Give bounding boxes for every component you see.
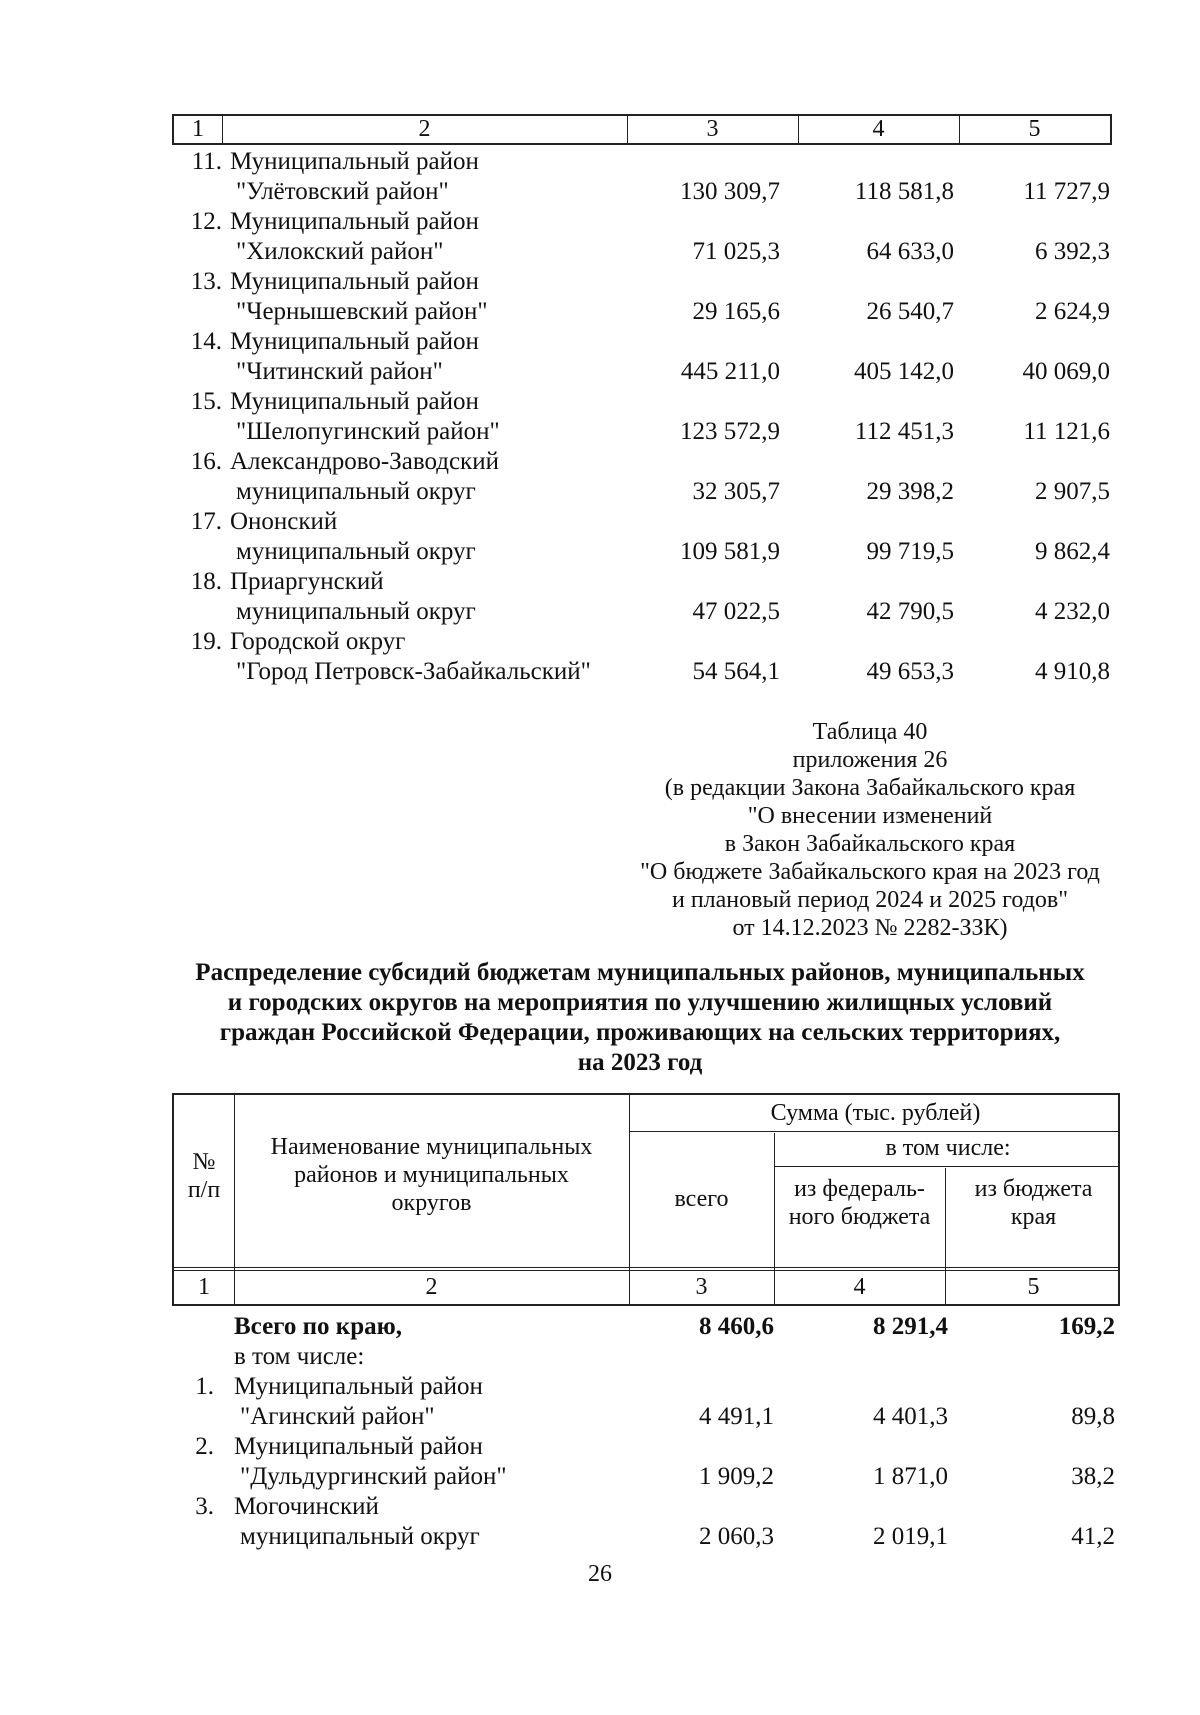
row-total: 29 165,6 <box>692 298 780 325</box>
caption-line: от 14.12.2023 № 2282-ЗЗК) <box>732 915 1008 941</box>
row-federal: 29 398,2 <box>866 478 954 505</box>
header-incl: в том числе: <box>885 1135 1011 1161</box>
col-num-3: 3 <box>706 116 719 142</box>
col-num-2: 2 <box>418 116 431 142</box>
page-number: 26 <box>588 1561 612 1587</box>
bottom-table-header <box>172 1093 1120 1306</box>
row-name: Муниципальный район <box>230 268 479 295</box>
row-regional: 41,2 <box>1071 1523 1115 1550</box>
table-row <box>0 387 1200 447</box>
row-name: Муниципальный район <box>230 388 479 415</box>
summary-label: Всего по краю, <box>234 1313 402 1340</box>
table-row <box>0 1492 1200 1552</box>
col-num-5: 5 <box>1027 1274 1040 1300</box>
col-num-1: 1 <box>192 116 204 142</box>
header-regional: из бюджета <box>974 1176 1093 1202</box>
row-total: 47 022,5 <box>692 598 780 625</box>
row-regional: 9 862,4 <box>1035 538 1110 565</box>
row-name: Муниципальный район <box>234 1433 483 1460</box>
row-name-cont: муниципальный округ <box>240 1523 480 1550</box>
row-total: 2 060,3 <box>699 1523 774 1550</box>
summary-total: 8 460,6 <box>699 1313 774 1340</box>
summary-incl: в том числе: <box>234 1343 365 1370</box>
row-number: 2. <box>195 1433 214 1460</box>
row-name-cont: "Агинский район" <box>240 1403 435 1430</box>
row-number: 11. <box>191 148 222 175</box>
row-number: 3. <box>195 1493 214 1520</box>
row-name-cont: "Улётовский район" <box>236 178 449 205</box>
row-total: 71 025,3 <box>692 238 780 265</box>
header-federal-cont: ного бюджета <box>788 1204 931 1230</box>
row-name: Муниципальный район <box>230 208 479 235</box>
row-name-cont: "Город Петровск-Забайкальский" <box>236 658 591 685</box>
document-title <box>160 958 1120 1078</box>
row-federal: 42 790,5 <box>866 598 954 625</box>
header-total: всего <box>674 1186 729 1212</box>
row-regional: 2 907,5 <box>1035 478 1110 505</box>
row-number: 15. <box>190 388 222 415</box>
row-total: 32 305,7 <box>692 478 780 505</box>
header-federal: из федераль- <box>794 1176 925 1202</box>
row-federal: 64 633,0 <box>866 238 954 265</box>
table-caption <box>620 718 1120 942</box>
row-total: 123 572,9 <box>680 418 780 445</box>
row-regional: 40 069,0 <box>1022 358 1110 385</box>
row-regional: 6 392,3 <box>1035 238 1110 265</box>
row-federal: 99 719,5 <box>866 538 954 565</box>
col-num-4: 4 <box>853 1274 866 1300</box>
table-row <box>0 267 1200 327</box>
row-regional: 4 910,8 <box>1035 658 1110 685</box>
header-name-line: округов <box>391 1190 472 1216</box>
caption-line: (в редакции Закона Забайкальского края <box>664 775 1076 801</box>
table-row <box>0 1372 1200 1432</box>
row-regional: 38,2 <box>1071 1463 1115 1490</box>
row-name-cont: "Дульдургинский район" <box>240 1463 507 1490</box>
row-name-cont: "Чернышевский район" <box>236 298 488 325</box>
row-name: Городской округ <box>230 628 406 655</box>
col-num-1: 1 <box>198 1274 210 1300</box>
row-federal: 26 540,7 <box>866 298 954 325</box>
row-regional: 11 727,9 <box>1023 178 1110 205</box>
title-line: и городских округов на мероприятия по улучшению жилищных условий <box>227 989 1053 1016</box>
row-number: 12. <box>190 208 222 235</box>
header-name-line: Наименование муниципальных <box>270 1134 593 1160</box>
row-number: 19. <box>190 628 222 655</box>
caption-line: и плановый период 2024 и 2025 годов" <box>671 887 1069 913</box>
table-row <box>0 207 1200 267</box>
row-total: 109 581,9 <box>680 538 780 565</box>
header-regional-cont: края <box>1010 1204 1057 1230</box>
table-row <box>0 507 1200 567</box>
row-federal: 112 451,3 <box>854 418 954 445</box>
header-num: № <box>192 1149 216 1175</box>
col-num-4: 4 <box>872 116 885 142</box>
row-total: 4 491,1 <box>699 1403 774 1430</box>
table-row <box>0 567 1200 627</box>
row-federal: 49 653,3 <box>866 658 954 685</box>
row-federal: 405 142,0 <box>854 358 954 385</box>
row-name-cont: муниципальный округ <box>236 478 476 505</box>
caption-line: приложения 26 <box>792 747 948 773</box>
row-name-cont: "Хилокский район" <box>236 238 444 265</box>
row-regional: 11 121,6 <box>1023 418 1110 445</box>
row-total: 1 909,2 <box>699 1463 774 1490</box>
col-num-5: 5 <box>1028 116 1041 142</box>
table-row <box>0 147 1200 207</box>
row-total: 130 309,7 <box>680 178 780 205</box>
row-total: 445 211,0 <box>680 358 780 385</box>
title-line: на 2023 год <box>577 1049 703 1076</box>
row-federal: 4 401,3 <box>873 1403 948 1430</box>
row-federal: 2 019,1 <box>873 1523 948 1550</box>
summary-row <box>0 1312 1200 1372</box>
row-name: Ононский <box>230 508 338 535</box>
row-regional: 4 232,0 <box>1035 598 1110 625</box>
summary-regional: 169,2 <box>1058 1313 1115 1340</box>
summary-federal: 8 291,4 <box>873 1313 948 1340</box>
table-row <box>0 1432 1200 1492</box>
caption-line: "О внесении изменений <box>747 803 993 829</box>
title-line: Распределение субсидий бюджетам муниципальных районов, муниципальных <box>195 959 1085 986</box>
row-number: 16. <box>190 448 222 475</box>
row-name: Муниципальный район <box>230 328 479 355</box>
col-num-3: 3 <box>695 1274 708 1300</box>
row-name: Приаргунский <box>230 568 384 595</box>
caption-line: Таблица 40 <box>812 719 928 745</box>
col-num-2: 2 <box>425 1274 438 1300</box>
header-sum: Сумма (тыс. рублей) <box>770 1100 981 1126</box>
caption-line: "О бюджете Забайкальского края на 2023 год <box>640 859 1100 885</box>
header-num-pp: п/п <box>187 1177 221 1203</box>
table-row <box>0 627 1200 687</box>
row-name-cont: муниципальный округ <box>236 538 476 565</box>
table-row <box>0 447 1200 507</box>
row-number: 14. <box>190 328 222 355</box>
row-name: Муниципальный район <box>230 148 479 175</box>
header-name-line: районов и муниципальных <box>294 1162 569 1188</box>
row-name: Могочинский <box>234 1493 379 1520</box>
row-regional: 89,8 <box>1071 1403 1115 1430</box>
row-name: Муниципальный район <box>234 1373 483 1400</box>
row-federal: 1 871,0 <box>873 1463 948 1490</box>
row-number: 13. <box>190 268 222 295</box>
table-row <box>0 327 1200 387</box>
row-number: 1. <box>195 1373 214 1400</box>
row-total: 54 564,1 <box>692 658 780 685</box>
row-federal: 118 581,8 <box>854 178 954 205</box>
row-name-cont: муниципальный округ <box>236 598 476 625</box>
row-name-cont: "Шелопугинский район" <box>236 418 500 445</box>
row-regional: 2 624,9 <box>1035 298 1110 325</box>
title-line: граждан Российской Федерации, проживающих на сельских территориях, <box>219 1019 1061 1046</box>
row-name-cont: "Читинский район" <box>236 358 443 385</box>
top-table-column-numbers <box>172 114 1112 145</box>
row-name: Александрово-Заводский <box>230 448 499 475</box>
row-number: 17. <box>190 508 222 535</box>
row-number: 18. <box>190 568 222 595</box>
caption-line: в Закон Забайкальского края <box>724 831 1016 857</box>
